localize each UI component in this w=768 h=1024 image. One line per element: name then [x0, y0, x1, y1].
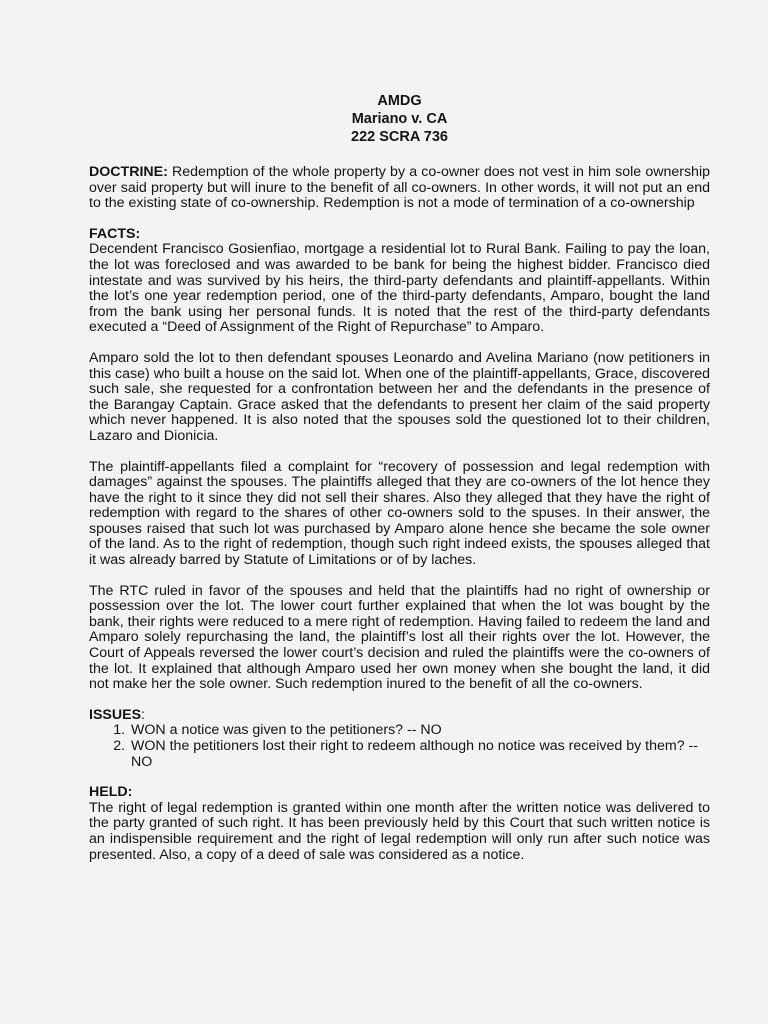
issues-list — [89, 723, 710, 770]
doctrine-label: DOCTRINE: — [89, 164, 168, 180]
issues-label: ISSUES — [89, 706, 142, 723]
facts-paragraph-4: The RTC ruled in favor of the spouses and held that the plaintiffs had no right of ownership or possession over the lot. The lower court further explained that when the lot was bought by the bank, their rights were reduced to a mere right of redemption. Having failed to redeem the land and Amparo solely repurchasing the land, the plaintiff’s lost all their rights over the lot. However, the Court of Appeals reversed the lower court’s decision and ruled the plaintiffs were the co-owners of the lot. It explained that although Amparo used her own money when she bought the land, it did not make her the sole owner. Such redemption inured to the benefit of all the co-owners. — [89, 582, 710, 693]
issues-colon: : — [141, 706, 145, 723]
doctrine-paragraph — [89, 165, 710, 212]
issue-item-2: 2. WON the petitioners lost their right to redeem although no notice was received by them? -- NO — [129, 739, 710, 770]
facts-paragraph-1: Decendent Francisco Gosienfiao, mortgage a residential lot to Rural Bank. Failing to pay the loan, the lot was foreclosed and was awarded to be bank for being the highest bidder. Francisco died intestate and was survived by his heirs, the third-party defendants and plaintiff-appellants. Within the lot’s one year redemption period, one of the third-party defendants, Amparo, bought the land from the bank using her personal funds. It is noted that the rest of the third-party defendants executed a “Deed of Assignment of the Right of Repurchase” to Amparo. — [89, 241, 710, 336]
case-citation: 222 SCRA 736 — [351, 129, 448, 145]
facts-label: FACTS: — [89, 225, 141, 242]
issues-heading — [89, 708, 710, 724]
facts-paragraph-2: Amparo sold the lot to then defendant spouses Leonardo and Avelina Mariano (now petitioners in this case) who built a house on the said lot. When one of the plaintiff-appellants, Grace, discovered such sale, she requested for a confrontation between her and the defendants in the presence of the Barangay Captain. Grace asked that the defendants to present her claim of the said property which never happened. It is also noted that the spouses sold the questioned lot to their children, Lazaro and Dionicia. — [89, 349, 710, 444]
doctrine-text: Redemption of the whole property by a co-owner does not vest in him sole ownership over said property but will inure to the benefit of all co-owners. In other words, it will not put an end to the existing state of co-ownership. Redemption is not a mode of termination of a co-ownership — [89, 164, 710, 212]
facts-paragraph-3: The plaintiff-appellants filed a complaint for “recovery of possession and legal redemption with damages” against the spouses. The plaintiffs alleged that they are co-owners of the lot hence they have the right to it since they did not sell their shares. Also they alleged that they have the right of redemption with regard to the shares of other co-owners sold to the spuses. In their answer, the spouses raised that such lot was purchased by Amparo alone hence she became the sole owner of the land. As to the right of redemption, though such right indeed exists, the spouses alleged that it was already barred by Statute of Limitations or of by laches. — [89, 458, 710, 569]
held-paragraph: The right of legal redemption is granted within one month after the written notice was delivered to the party granted of such right. It has been previously held by this Court that such written notice is an indispensible requirement and the right of legal redemption will only run after such notice was presented. Also, a copy of a deed of sale was considered as a notice. — [89, 799, 710, 863]
header-amdg: AMDG — [377, 93, 422, 109]
case-header — [89, 92, 710, 146]
issue-item-1: 1. WON a notice was given to the petitioners? -- NO — [129, 723, 710, 739]
case-title: Mariano v. CA — [351, 111, 448, 127]
held-label: HELD: — [89, 784, 133, 801]
